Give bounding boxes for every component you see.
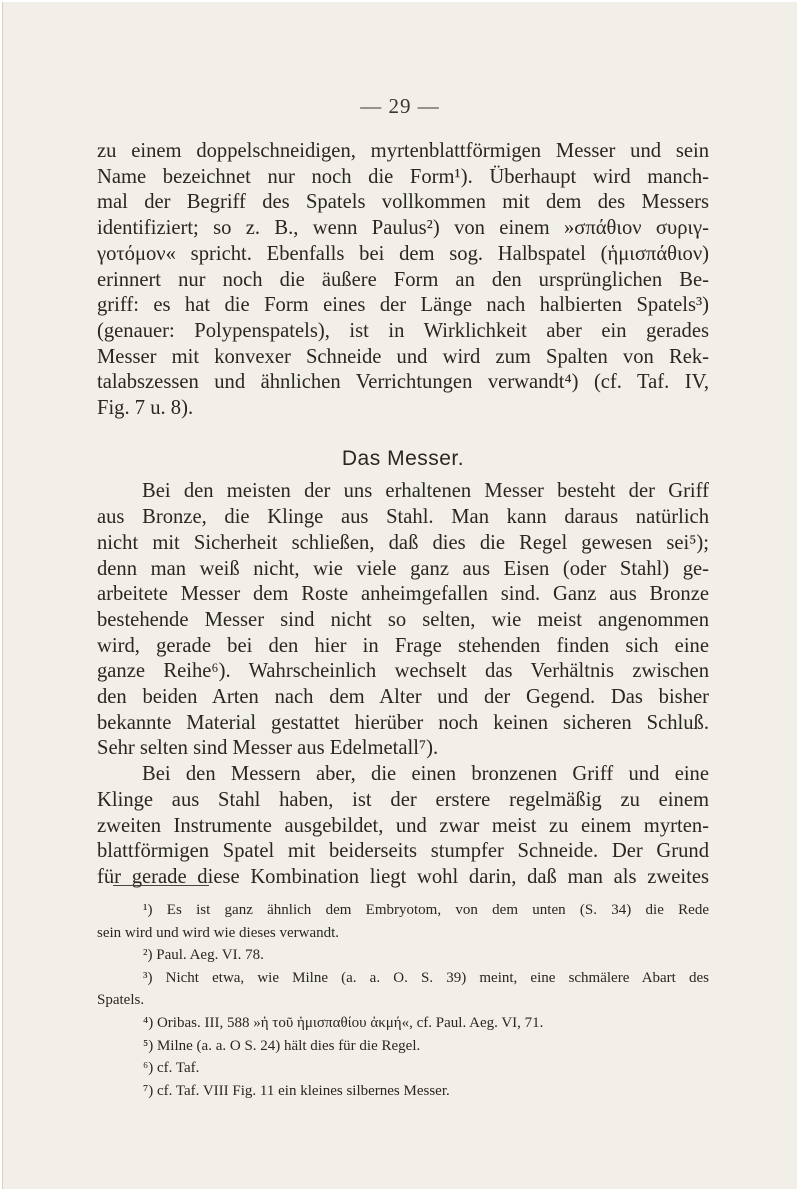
- text-line: Klinge aus Stahl haben, ist der erstere regelmäßig zu einem: [97, 788, 709, 811]
- text-line: Sehr selten sind Messer aus Edelmetall⁷).: [97, 737, 439, 760]
- footnote: ⁷) cf. Taf. VIII Fig. 11 ein kleines silbernes Messer.: [143, 1082, 450, 1099]
- footnotes: [97, 899, 709, 1102]
- page-number: — 29 —: [360, 94, 440, 118]
- text-line: wird, gerade bei den hier in Frage stehenden finden sich eine: [97, 634, 709, 657]
- footnote: ³) Nicht etwa, wie Milne (a. a. O. S. 39) meint, eine schmälere Abart des: [143, 969, 709, 986]
- text-line: arbeitete Messer dem Roste anheimgefallen sind. Ganz aus Bronze: [97, 583, 709, 606]
- text-line: denn man weiß nicht, wie viele ganz aus Eisen (oder Stahl) ge-: [97, 557, 709, 580]
- footnote-divider: [113, 885, 209, 886]
- book-page: [2, 2, 797, 1189]
- text-line: blattförmigen Spatel mit beiderseits stumpfer Schneide. Der Grund: [97, 840, 709, 863]
- footnote: ⁵) Milne (a. a. O S. 24) hält dies für die Regel.: [143, 1037, 421, 1054]
- footnote: ²) Paul. Aeg. VI. 78.: [143, 947, 264, 964]
- text-line: ganze Reihe⁶). Wahrscheinlich wechselt das Verhältnis zwischen: [97, 660, 709, 683]
- text-line: (genauer: Polypenspatels), ist in Wirklichkeit aber ein gerades: [97, 319, 709, 342]
- footnote: ⁴) Oribas. III, 588 »ἡ τοῦ ἡμισπαθίου ἀκμή«, cf. Paul. Aeg. VI, 71.: [143, 1014, 544, 1031]
- text-line: γοτόμον« spricht. Ebenfalls bei dem sog. Halbspatel (ἡμισπάθιον): [97, 242, 709, 265]
- footnote: ¹) Es ist ganz ähnlich dem Embryotom, von dem unten (S. 34) die Rede: [143, 902, 709, 918]
- text-line: Bei den Messern aber, die einen bronzenen Griff und eine: [142, 763, 709, 786]
- text-line: Fig. 7 u. 8).: [97, 397, 194, 420]
- text-line: aus Bronze, die Klinge aus Stahl. Man kann daraus natürlich: [97, 506, 709, 529]
- text-line: griff: es hat die Form eines der Länge nach halbierten Spatels³): [97, 294, 709, 317]
- text-line: Name bezeichnet nur noch die Form¹). Überhaupt wird manch-: [97, 165, 709, 188]
- text-line: Messer mit konvexer Schneide und wird zum Spalten von Rek-: [97, 345, 709, 368]
- footnote-continuation: Spatels.: [97, 992, 145, 1009]
- text-line: den beiden Arten nach dem Alter und der Gegend. Das bisher: [97, 686, 709, 709]
- text-line: identifiziert; so z. B., wenn Paulus²) von einem »σπάθιον συριγ-: [97, 217, 709, 240]
- text-line: Bei den meisten der uns erhaltenen Messer besteht der Griff: [142, 480, 709, 503]
- text-line: nicht mit Sicherheit schließen, daß dies die Regel gewesen sei⁵);: [97, 531, 709, 554]
- section-heading: Das Messer.: [341, 446, 465, 470]
- main-text: [97, 139, 709, 891]
- text-line: erinnert nur noch die äußere Form an den ursprünglichen Be-: [97, 268, 709, 291]
- text-line: bestehende Messer sind nicht so selten, wie meist angenommen: [97, 608, 709, 631]
- text-line: zweiten Instrumente ausgebildet, und zwar meist zu einem myrten-: [97, 814, 709, 837]
- text-line: zu einem doppelschneidigen, myrtenblattförmigen Messer und sein: [97, 140, 709, 162]
- text-line: bekannte Material gestattet hierüber noch keinen sicheren Schluß.: [97, 711, 709, 734]
- text-line: für gerade diese Kombination liegt wohl darin, daß man als zweites: [97, 865, 709, 888]
- footnote: ⁶) cf. Taf.: [143, 1060, 200, 1077]
- text-line: mal der Begriff des Spatels vollkommen mit dem des Messers: [97, 191, 709, 214]
- text-line: talabszessen und ähnlichen Verrichtungen verwandt⁴) (cf. Taf. IV,: [97, 371, 709, 394]
- footnote-continuation: sein wird und wird wie dieses verwandt.: [97, 924, 340, 941]
